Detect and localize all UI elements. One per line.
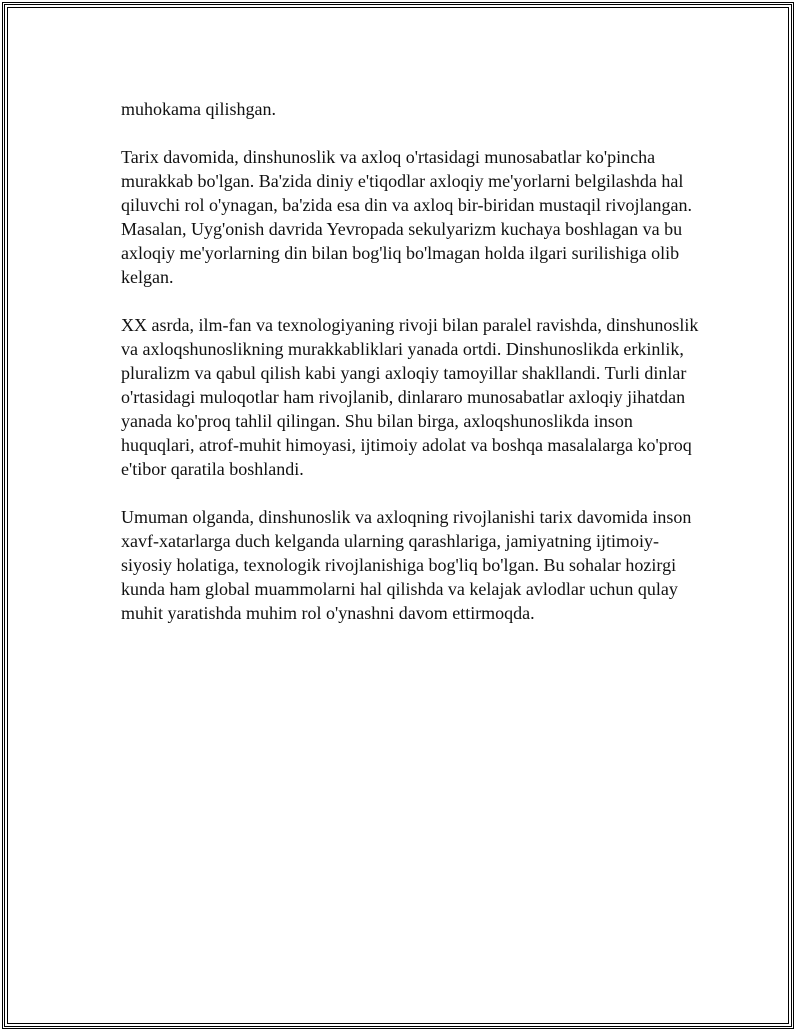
document-body [121,97,701,649]
paragraph-continuation: muhokama qilishgan. [121,99,276,119]
page-border [2,2,794,1029]
paragraph-conclusion: Umuman olganda, dinshunoslik va axloqning rivojlanishi tarix davomida inson xavf-xatarlarga duch kelganda ularning qarashlariga, jamiyatning ijtimoiy-siyosiy holatiga, texnologik rivojlanishiga bog'liq bo'lgan. Bu sohalar hozirgi kunda ham global muammolarni hal qilishda va kelajak avlodlar uchun qulay muhit yaratishda muhim rol o'ynashni davom ettirmoqda. [121,507,692,623]
paragraph-history: Tarix davomida, dinshunoslik va axloq o'rtasidagi munosabatlar ko'pincha murakkab bo'lgan. Ba'zida diniy e'tiqodlar axloqiy me'yorlarni belgilashda hal qiluvchi rol o'ynagan, ba'zida esa din va axloq bir-biridan mustaqil rivojlangan. Masalan, Uyg'onish davrida Yevropada sekulyarizm kuchaya boshlagan va bu axloqiy me'yorlarning din bilan bog'liq bo'lmagan holda ilgari surilishiga olib kelgan. [121,147,692,287]
paragraph-twentieth-century: XX asrda, ilm-fan va texnologiyaning rivoji bilan paralel ravishda, dinshunoslik va axloqshunoslikning murakkabliklari yanada ortdi. Dinshunoslikda erkinlik, pluralizm va qabul qilish kabi yangi axloqiy tamoyillar shakllandi. Turli dinlar o'rtasidagi muloqotlar ham rivojlanib, dinlararo munosabatlar axloqiy jihatdan yanada ko'proq tahlil qilingan. Shu bilan birga, axloqshunoslikda inson huquqlari, atrof-muhit himoyasi, ijtimoiy adolat va boshqa masalalarga ko'proq e'tibor qaratila boshlandi. [121,315,699,479]
